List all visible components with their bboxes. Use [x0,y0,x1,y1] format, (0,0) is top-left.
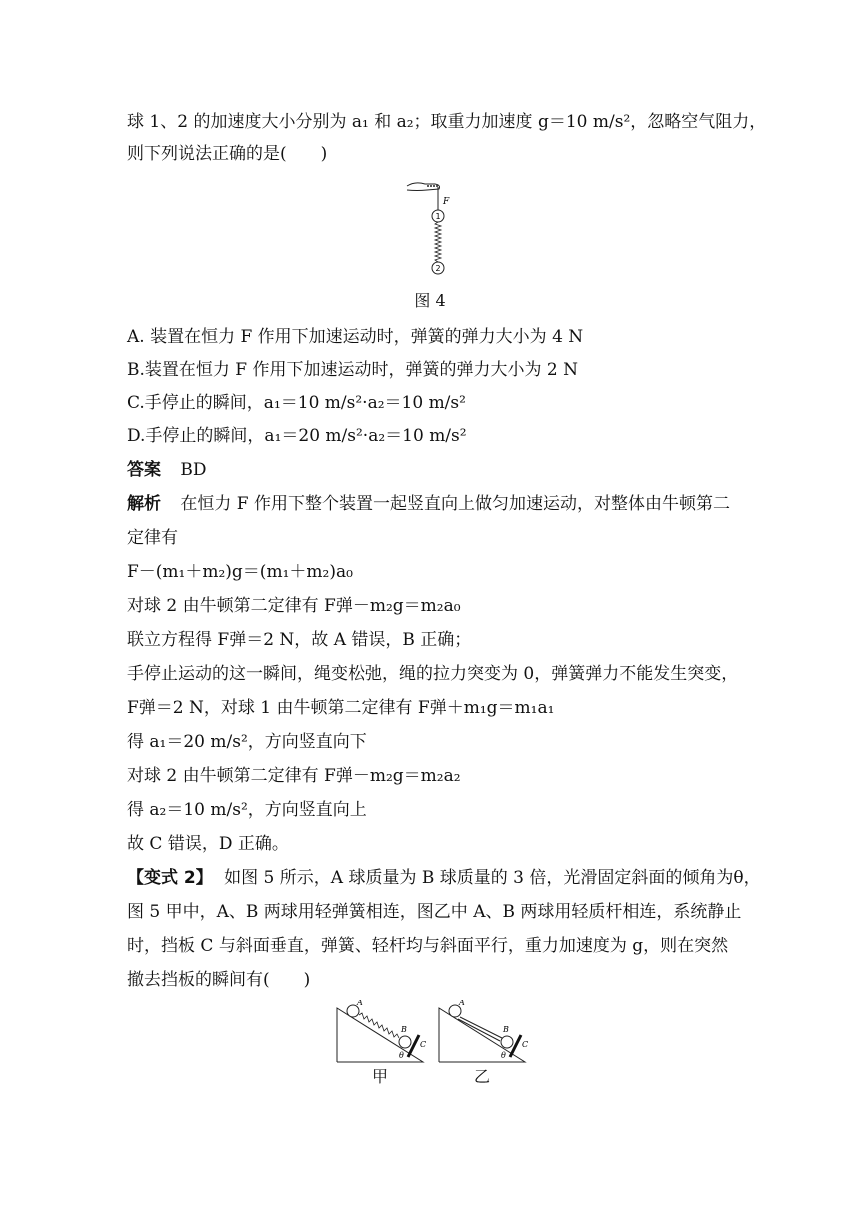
analysis-line-6: 手停止运动的这一瞬间，绳变松弛，绳的拉力突变为 0，弹簧弹力不能发生突变， [127,664,739,684]
analysis-line-8: 得 a₁＝20 m/s²，方向竖直向下 [127,732,367,752]
spring-coil [435,222,441,262]
analysis-line-2: 定律有 [127,528,178,548]
analysis-line-5: 联立方程得 F弹＝2 N，故 A 错误，B 正确； [127,630,472,650]
rod-right [458,1019,500,1041]
analysis-line-7: F弹＝2 N，对球 1 由牛顿第二定律有 F弹＋m₁g＝m₁a₁ [127,698,555,718]
figure-5-left-diagram [335,1000,430,1065]
answer-label: 答案 [127,460,161,480]
svg-text:A: A [357,1000,363,1007]
analysis-line-9: 对球 2 由牛顿第二定律有 F弹－m₂g＝m₂a₂ [127,766,461,786]
svg-text:B: B [503,1025,509,1034]
analysis-line-1: 解析 在恒力 F 作用下整个装置一起竖直向上做匀加速运动，对整体由牛顿第二 [127,494,731,514]
ball-b-left [399,1036,411,1048]
option-b: B.装置在恒力 F 作用下加速运动时，弹簧的弹力大小为 2 N [127,360,578,380]
variant-label: 【变式 2】 [127,868,213,888]
intro-line-2: 则下列说法正确的是( ) [127,144,328,164]
svg-text:C: C [522,1040,529,1049]
svg-text:C: C [420,1040,427,1049]
analysis-label: 解析 [127,494,161,514]
answer-line [127,458,207,482]
svg-text:θ: θ [501,1051,506,1060]
answer-value: BD [180,460,207,480]
analysis-line-10: 得 a₂＝10 m/s²，方向竖直向上 [127,800,367,820]
intro-line-1: 球 1、2 的加速度大小分别为 a₁ 和 a₂；取重力加速度 g＝10 m/s²，忽略空气阻力， [127,112,767,132]
figure-4-caption: 图 4 [414,291,446,310]
variant-line-3: 时，挡板 C 与斜面垂直，弹簧、轻杆均与斜面平行，重力加速度为 g，则在突然 [127,936,729,956]
variant-line-4: 撤去挡板的瞬间有( ) [127,970,311,990]
option-a: A. 装置在恒力 F 作用下加速运动时，弹簧的弹力大小为 4 N [127,327,584,347]
ball-b-right [501,1036,513,1048]
variant-line-1: 【变式 2】 如图 5 所示，A 球质量为 B 球质量的 3 倍，光滑固定斜面的倾角为θ， [127,868,761,888]
option-d: D.手停止的瞬间，a₁＝20 m/s²·a₂＝10 m/s² [127,426,467,446]
option-c: C.手停止的瞬间，a₁＝10 m/s²·a₂＝10 m/s² [127,393,466,413]
figure-4-diagram [405,178,465,278]
ball-1-label: 1 [435,212,441,221]
figure-5-caption-left: 甲 [371,1067,388,1086]
analysis-line-3: F－(m₁＋m₂)g＝(m₁＋m₂)a₀ [127,562,353,582]
svg-text:B: B [401,1025,407,1034]
figure-5-right-diagram [437,1000,532,1065]
analysis-line-4: 对球 2 由牛顿第二定律有 F弹－m₂g＝m₂a₀ [127,596,461,616]
analysis-line-11: 故 C 错误，D 正确。 [127,834,289,854]
svg-text:A: A [459,1000,465,1007]
variant-line-2: 图 5 甲中，A、B 两球用轻弹簧相连，图乙中 A、B 两球用轻质杆相连，系统静止 [127,902,742,922]
force-label: F [443,197,450,207]
ball-2-label: 2 [435,264,441,273]
figure-5-caption-right: 乙 [473,1067,490,1086]
svg-text:θ: θ [399,1051,404,1060]
